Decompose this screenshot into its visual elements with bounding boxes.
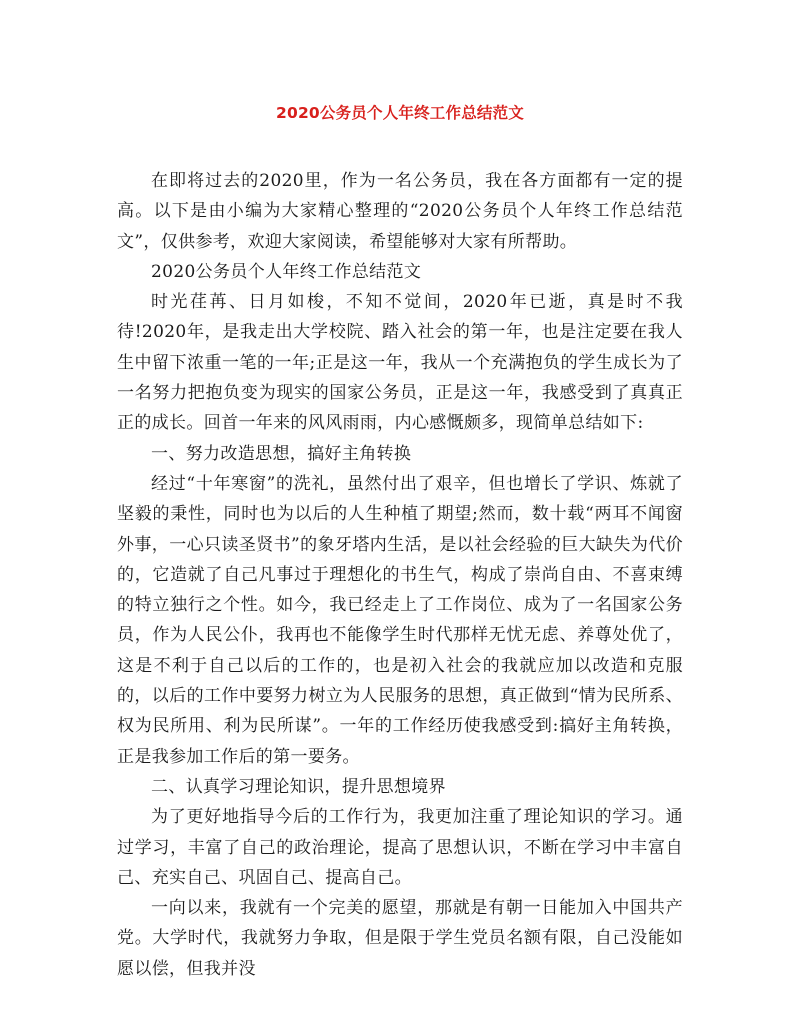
body-paragraph: 一向以来，我就有一个完美的愿望，那就是有朝一日能加入中国共产党。大学时代，我就努力争取，但是限于学生党员名额有限，自己没能如愿以偿，但我并没 xyxy=(117,898,683,979)
body-paragraph: 为了更好地指导今后的工作行为，我更加注重了理论知识的学习。通过学习，丰富了自己的政治理论，提高了思想认识，不断在学习中丰富自己、充实自己、巩固自己、提高自己。 xyxy=(117,807,683,888)
body-paragraph: 经过“十年寒窗”的洗礼，虽然付出了艰辛，但也增长了学识、炼就了坚毅的秉性，同时也为以后的人生种植了期望;然而，数十载“两耳不闻窗外事，一心只读圣贤书”的象牙塔内生活，是以社会经验的巨大缺失为代价的，它造就了自己凡事过于理想化的书生气，构成了崇尚自由、不喜束缚的特立独行之个性。如今，我已经走上了工作岗位、成为了一名国家公务员，作为人民公仆，我再也不能像学生时代那样无忧无虑、养尊处优了，这是不利于自己以后的工作的，也是初入社会的我就应加以改造和克服的，以后的工作中要努力树立为人民服务的思想，真正做到“情为民所系、权为民所用、利为民所谋”。一年的工作经历使我感受到:搞好主角转换，正是我参加工作后的第一要务。 xyxy=(117,473,683,767)
document-title: 2020公务员个人年终工作总结范文 xyxy=(275,104,525,122)
body-paragraph: 时光荏苒、日月如梭，不知不觉间，2020年已逝，真是时不我待!2020年，是我走出大学校院、踏入社会的第一年，也是注定要在我人生中留下浓重一笔的一年;正是这一年，我从一个充满抱负的学生成长为了一名努力把抱负变为现实的国家公务员，正是这一年，我感受到了真真正正的成长。回首一年来的风风雨雨，内心感慨颇多，现简单总结如下: xyxy=(117,292,683,434)
document-body xyxy=(117,166,683,984)
section-heading-2: 二、认真学习理论知识，提升思想境界 xyxy=(151,776,446,797)
intro-paragraph: 在即将过去的2020里，作为一名公务员，我在各方面都有一定的提高。以下是由小编为大家精心整理的“2020公务员个人年终工作总结范文”，仅供参考，欢迎大家阅读，希望能够对大家有所帮助。 xyxy=(117,171,683,252)
section-heading-main: 2020公务员个人年终工作总结范文 xyxy=(151,261,422,282)
section-heading-1: 一、努力改造思想，搞好主角转换 xyxy=(151,443,412,464)
